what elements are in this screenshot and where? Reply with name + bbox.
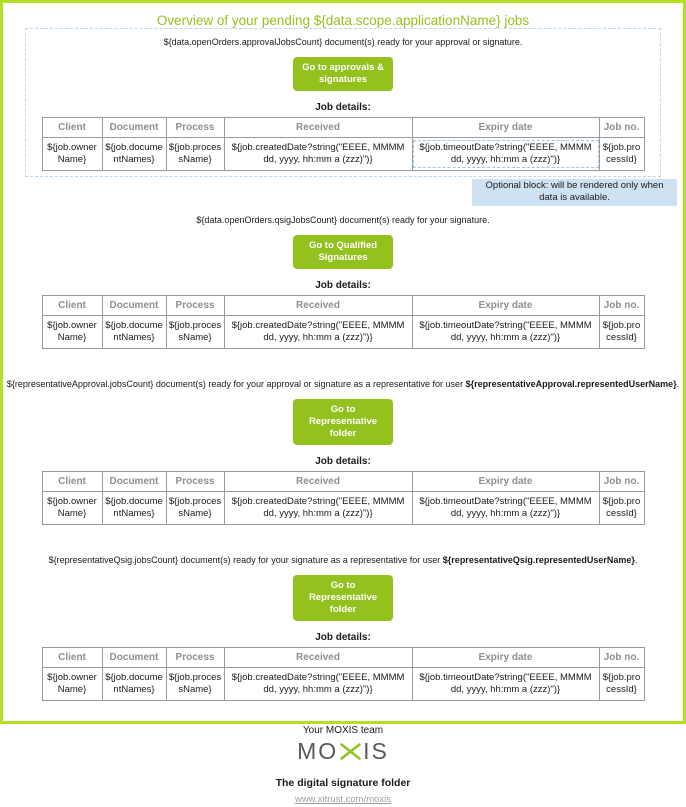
cell-document: ${job.documentNames} [102, 492, 166, 525]
table-row [42, 138, 644, 171]
col-header-jobno: Job no. [599, 472, 644, 492]
job-details-label: Job details: [315, 280, 371, 291]
cell-jobno: ${job.processId} [599, 316, 644, 349]
col-header-process: Process [166, 472, 224, 492]
col-header-client: Client [42, 296, 102, 316]
cell-client: ${job.ownerName} [42, 668, 102, 701]
go-to-qualified-signatures-button[interactable]: Go to Qualified Signatures [293, 235, 393, 269]
job-details-table [42, 471, 645, 525]
job-details-label: Job details: [315, 632, 371, 643]
cell-expiry: ${job.timeoutDate?string("EEEE, MMMM dd, yyyy, hh:mm a (zzz)")} [412, 668, 599, 701]
cell-document: ${job.documentNames} [102, 668, 166, 701]
go-to-representative-folder-button[interactable]: Go to Representative folder [293, 575, 393, 621]
col-header-jobno: Job no. [599, 648, 644, 668]
table-header-row [42, 648, 644, 668]
cell-received: ${job.createdDate?string("EEEE, MMMM dd, yyyy, hh:mm a (zzz)")} [224, 668, 412, 701]
cell-received: ${job.createdDate?string("EEEE, MMMM dd, yyyy, hh:mm a (zzz)")} [224, 492, 412, 525]
job-details-table [42, 647, 645, 701]
footer-team-text: Your MOXIS team [302, 725, 384, 736]
col-header-jobno: Job no. [599, 118, 644, 138]
cell-document: ${job.documentNames} [102, 138, 166, 171]
table-row [42, 316, 644, 349]
col-header-process: Process [166, 118, 224, 138]
table-header-row [42, 118, 644, 138]
table-header-row [42, 296, 644, 316]
footer-tagline: The digital signature folder [275, 777, 411, 789]
cell-document: ${job.documentNames} [102, 316, 166, 349]
cell-jobno: ${job.processId} [599, 492, 644, 525]
moxis-logo-right-text: IS [363, 737, 389, 764]
col-header-client: Client [42, 648, 102, 668]
section-qualified-signatures [3, 214, 683, 349]
moxis-logo [3, 738, 683, 764]
col-header-received: Received [224, 296, 412, 316]
cell-process: ${job.processName} [166, 316, 224, 349]
col-header-expiry: Expiry date [412, 118, 599, 138]
section-representative-qsig [3, 554, 683, 701]
optional-block-note: Optional block: will be rendered only when data is available. [472, 179, 677, 206]
col-header-document: Document [102, 472, 166, 492]
col-header-jobno: Job no. [599, 296, 644, 316]
cell-client: ${job.ownerName} [42, 316, 102, 349]
col-header-document: Document [102, 118, 166, 138]
col-header-document: Document [102, 648, 166, 668]
qsig-intro-text: ${data.openOrders.qsigJobsCount} document(s) ready for your signature. [196, 215, 490, 225]
col-header-received: Received [224, 472, 412, 492]
job-details-table [42, 117, 645, 171]
moxis-x-icon [339, 743, 362, 760]
cell-process: ${job.processName} [166, 668, 224, 701]
job-details-label: Job details: [315, 102, 371, 113]
table-row [42, 668, 644, 701]
cell-process: ${job.processName} [166, 492, 224, 525]
col-header-expiry: Expiry date [412, 472, 599, 492]
moxis-logo-left-text: MO [297, 737, 339, 764]
col-header-document: Document [102, 296, 166, 316]
col-header-process: Process [166, 648, 224, 668]
table-header-row [42, 472, 644, 492]
cell-jobno: ${job.processId} [599, 138, 644, 171]
representative-qsig-intro-text: ${representativeQsig.jobsCount} document(s) ready for your signature as a representative for user ${representativeQsig.representedUserName}. [48, 555, 638, 565]
job-details-table [42, 295, 645, 349]
cell-client: ${job.ownerName} [42, 492, 102, 525]
job-details-label: Job details: [315, 456, 371, 467]
col-header-received: Received [224, 118, 412, 138]
footer [3, 725, 683, 807]
col-header-received: Received [224, 648, 412, 668]
col-header-client: Client [42, 472, 102, 492]
approvals-intro-text: ${data.openOrders.approvalJobsCount} document(s) ready for your approval or signature. [163, 37, 523, 47]
cell-client: ${job.ownerName} [42, 138, 102, 171]
go-to-approvals-button[interactable]: Go to approvals & signatures [293, 57, 393, 91]
col-header-expiry: Expiry date [412, 296, 599, 316]
cell-expiry: ${job.timeoutDate?string("EEEE, MMMM dd, yyyy, hh:mm a (zzz)")} [412, 316, 599, 349]
col-header-expiry: Expiry date [412, 648, 599, 668]
cell-received: ${job.createdDate?string("EEEE, MMMM dd, yyyy, hh:mm a (zzz)")} [224, 138, 412, 171]
go-to-representative-folder-button[interactable]: Go to Representative folder [293, 399, 393, 445]
section-representative-approval [3, 378, 683, 525]
col-header-process: Process [166, 296, 224, 316]
expiry-selection-highlight: ${job.timeoutDate?string("EEEE, MMMM dd, yyyy, hh:mm a (zzz)")} [415, 142, 597, 166]
representative-approval-intro-text: ${representativeApproval.jobsCount} document(s) ready for your approval or signature as a representative for user ${representativeApproval.representedUserName}. [6, 379, 680, 389]
cell-expiry: ${job.timeoutDate?string("EEEE, MMMM dd, yyyy, hh:mm a (zzz)")} [412, 492, 599, 525]
page-title: Overview of your pending ${data.scope.applicationName} jobs [156, 13, 530, 28]
table-row [42, 492, 644, 525]
cell-jobno: ${job.processId} [599, 668, 644, 701]
cell-received: ${job.createdDate?string("EEEE, MMMM dd, yyyy, hh:mm a (zzz)")} [224, 316, 412, 349]
cell-expiry [412, 138, 599, 171]
cell-process: ${job.processName} [166, 138, 224, 171]
moxis-website-link[interactable]: www.xitrust.com/moxis [294, 794, 392, 805]
col-header-client: Client [42, 118, 102, 138]
section-approvals-optional-block [25, 28, 661, 177]
